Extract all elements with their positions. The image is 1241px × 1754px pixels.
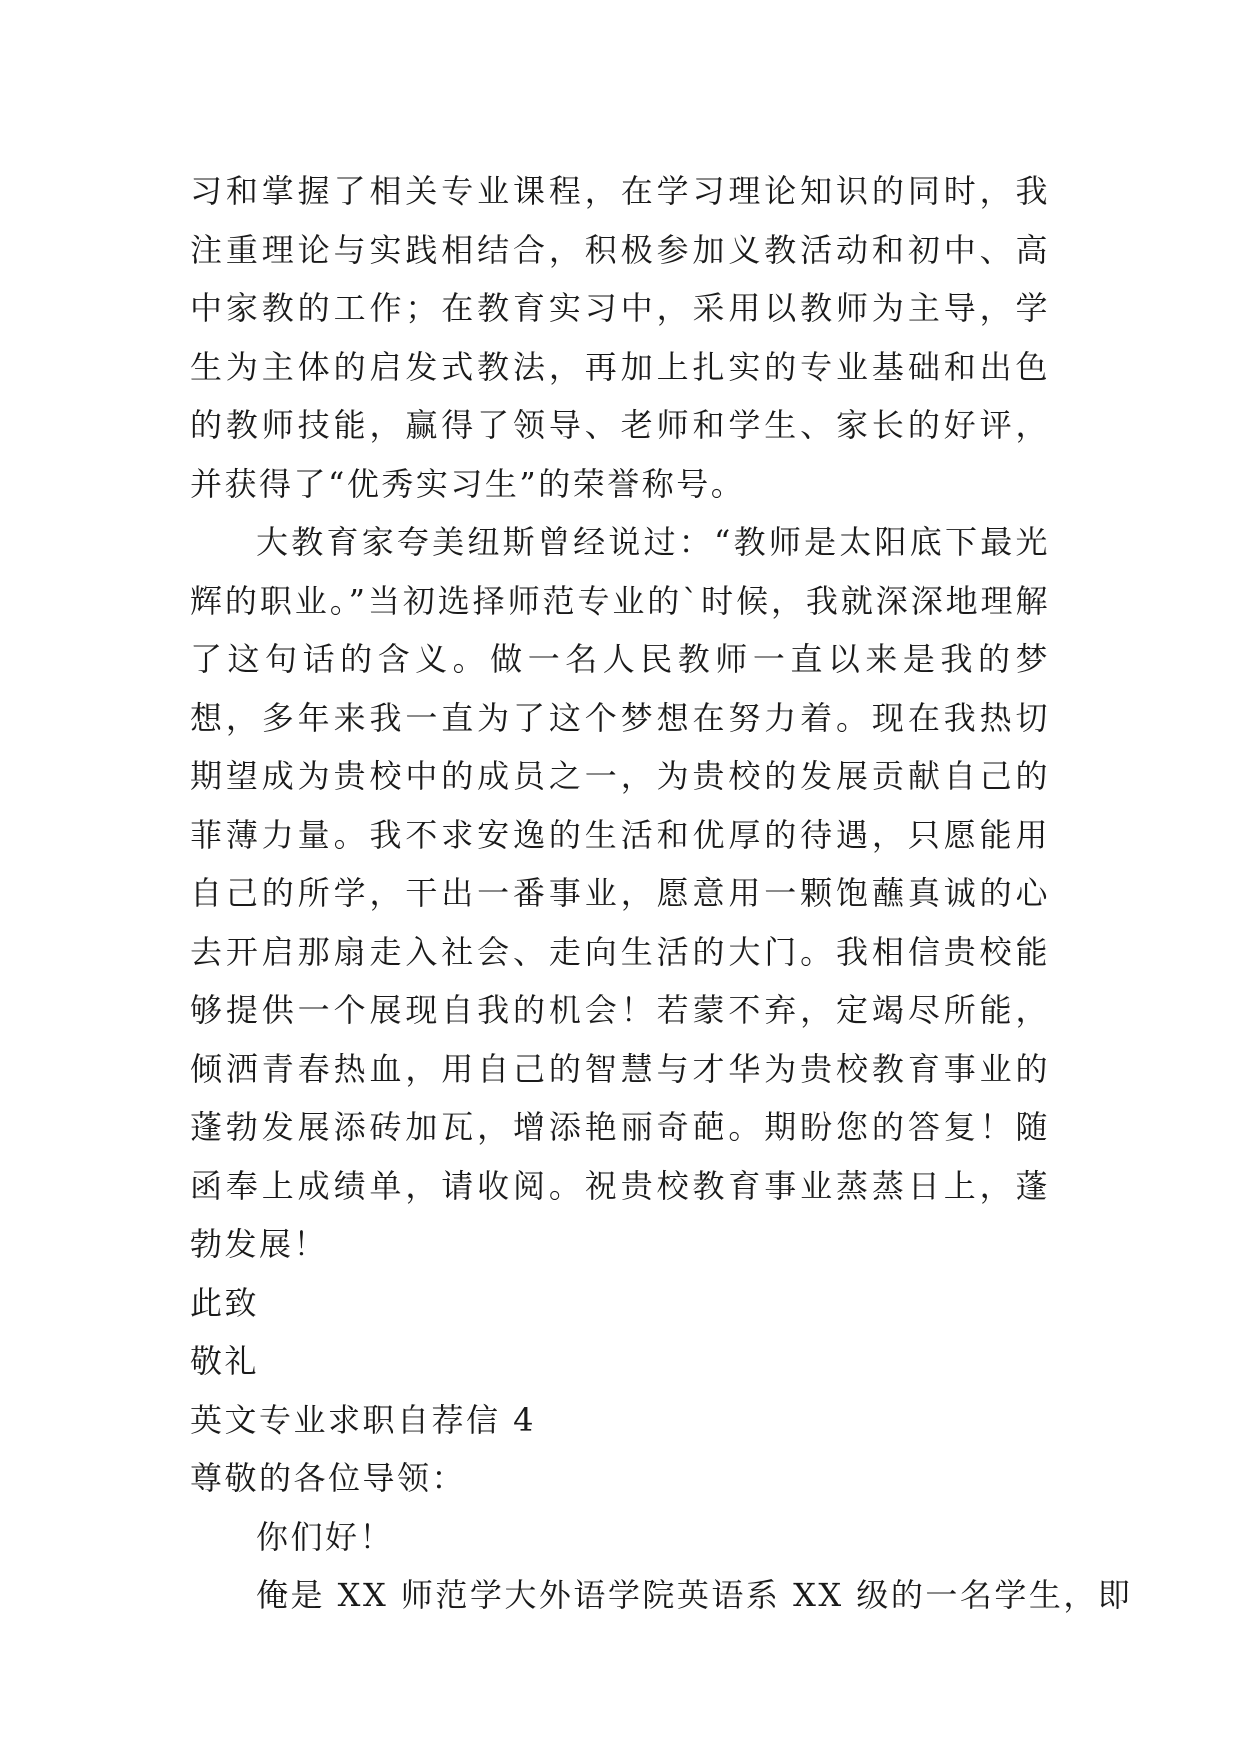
closing-cizhi: 此致: [190, 1283, 260, 1322]
paragraph-teaching-aspiration: 大教育家夸美纽斯曾经说过：“教师是太阳底下最光辉的职业。”当初选择师范专业的`时候，我就深深地理解了这句话的含义。做一名人民教师一直以来是我的梦想，多年来我一直为了这个梦想在努力着。现在我热切期望成为贵校中的成员之一，为贵校的发展贡献自己的菲薄力量。我不求安逸的生活和优厚的待遇，只愿能用自己的所学，干出一番事业，愿意用一颗饱蘸真诚的心去开启那扇走入社会、走向生活的大门。我相信贵校能够提供一个展现自我的机会！若蒙不弃，定竭尽所能，倾洒青春热血，用自己的智慧与才华为贵校教育事业的蓬勃发展添砖加瓦，增添艳丽奇葩。期盼您的答复！随函奉上成绩单，请收阅。祝贵校教育事业蒸蒸日上，蓬勃发展！: [190, 523, 1050, 1263]
letter-heading: 英文专业求职自荐信 4: [190, 1400, 537, 1439]
greeting: 你们好！: [256, 1517, 395, 1556]
intro-line: 俺是 XX 师范学大外语学院英语系 XX 级的一名学生，即: [256, 1576, 1133, 1614]
paragraph-internship: 习和掌握了相关专业课程，在学习理论知识的同时，我注重理论与实践相结合，积极参加义教活动和初中、高中家教的工作；在教育实习中，采用以教师为主导，学生为主体的启发式教法，再加上扎实的专业基础和出色的教师技能，赢得了领导、老师和学生、家长的好评，并获得了“优秀实习生”的荣誉称号。: [190, 172, 1050, 503]
closing-jingli: 敬礼: [190, 1342, 260, 1380]
letter-body: [190, 162, 1133, 1625]
salutation: 尊敬的各位导领：: [190, 1459, 467, 1497]
